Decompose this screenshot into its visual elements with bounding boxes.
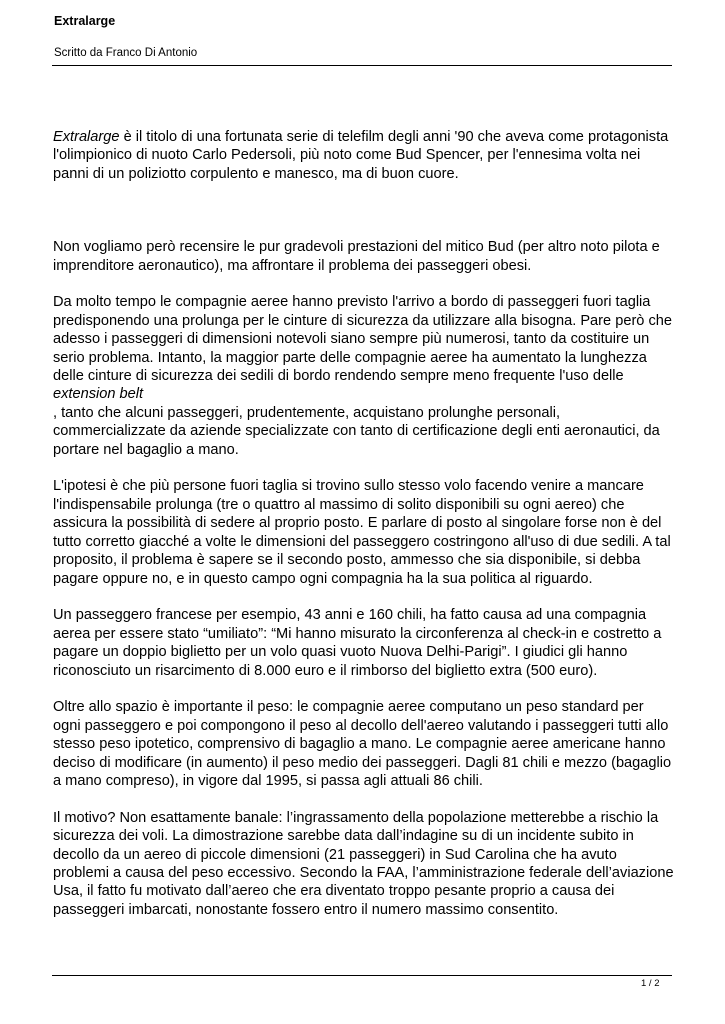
header-divider [52,65,672,66]
seatbelts-text: Da molto tempo le compagnie aeree hanno previsto l'arrivo a bordo di passeggeri fuori taglia predisponendo una prolunga per le cinture di sicurezza da utilizzare alla bisogna. Pare però che adesso i passeggeri di dimensioni notevoli siano sempre più numerosi, tanto da costituire un serio problema. Intanto, la maggior parte delle compagnie aeree ha aumentato la lunghezza delle cinture di sicurezza dei sedili di bordo rendendo sempre meno frequente l'uso delle [53,294,673,385]
article-body [53,128,675,919]
byline: Scritto da Franco Di Antonio [54,47,198,59]
paragraph-reason: Il motivo? Non esattamente banale: l’ingrassamento della popolazione metterebbe a rischio la sicurezza dei voli. La dimostrazione sarebbe data dall’indagine su di un incidente subito in decollo da un aereo di piccole dimensioni (21 passeggeri) in Sud Carolina che ha avuto problemi a causa del peso eccessivo. Secondo la FAA, l’amministrazione federale dell’aviazione Usa, il fatto fu motivato dall’aereo che era diventato troppo pesante proprio a causa dei passeggeri imbarcati, nonostante fossero entro il numero massimo consentito. [53,809,674,918]
paragraph-bud: Non vogliamo però recensire le pur gradevoli prestazioni del mitico Bud (per altro noto pilota e imprenditore aeronautico), ma affrontare il problema dei passeggeri obesi. [53,239,660,274]
paragraph-weight: Oltre allo spazio è importante il peso: le compagnie aeree computano un peso standard per ogni passeggero e poi compongono il peso al decollo dell'aereo valutando i passeggeri tutti allo stesso peso ipotetico, comprensivo di bagaglio a mano. Le compagnie aeree americane hanno deciso di modificare (in aumento) il peso medio dei passeggeri. Dagli 81 chili e mezzo (bagaglio a mano compreso), in vigore dal 1995, si passa agli attuali 86 chili. [53,699,672,789]
intro-text: è il titolo di una fortunata serie di telefilm degli anni '90 che aveva come protagonista l'olimpionico di nuoto Carlo Pedersoli, più noto come Bud Spencer, per l'ennesima volta nei panni di un poliziotto corpulento e manesco, ma di buon cuore. [53,129,669,182]
extension-belt-term: extension belt [53,386,144,403]
intro-paragraph [53,128,675,183]
paragraph-seatbelts [53,293,675,459]
page-number: 1 / 2 [641,978,660,989]
page-title: Extralarge [54,14,116,28]
paragraph-french-passenger: Un passeggero francese per esempio, 43 anni e 160 chili, ha fatto causa ad una compagnia aerea per essere stato “umiliato”: “Mi hanno misurato la circonferenza al check-in e costretto a pagare un doppio biglietto per un volo quasi vuoto Nuova Delhi-Parigi”. I giudici gli hanno riconosciuto un risarcimento di 8.000 euro e il rimborso del biglietto extra (500 euro). [53,607,662,679]
paragraph-hypothesis: L'ipotesi è che più persone fuori taglia si trovino sullo stesso volo facendo venire a mancare l'indispensabile prolunga (tre o quattro al massimo di solito disponibili su ogni aereo) che assicura la possibilità di sedere al proprio posto. E parlare di posto al singolare forse non è del tutto corretto giacché a volte le dimensioni del passeggero costringono all'uso di due sedili. A tal proposito, il problema è sapere se il secondo posto, ammesso che sia disponibile, si debba pagare oppure no, e in questo campo ogni compagnia ha la sua politica al riguardo. [53,478,671,587]
footer-divider [52,975,672,976]
series-title: Extralarge [53,129,120,145]
seatbelts-text-continued: , tanto che alcuni passeggeri, prudentemente, acquistano prolunghe personali, commercializzate da aziende specializzate con tanto di certificazione degli enti aeronautici, da portare nel bagaglio a mano. [53,404,660,458]
